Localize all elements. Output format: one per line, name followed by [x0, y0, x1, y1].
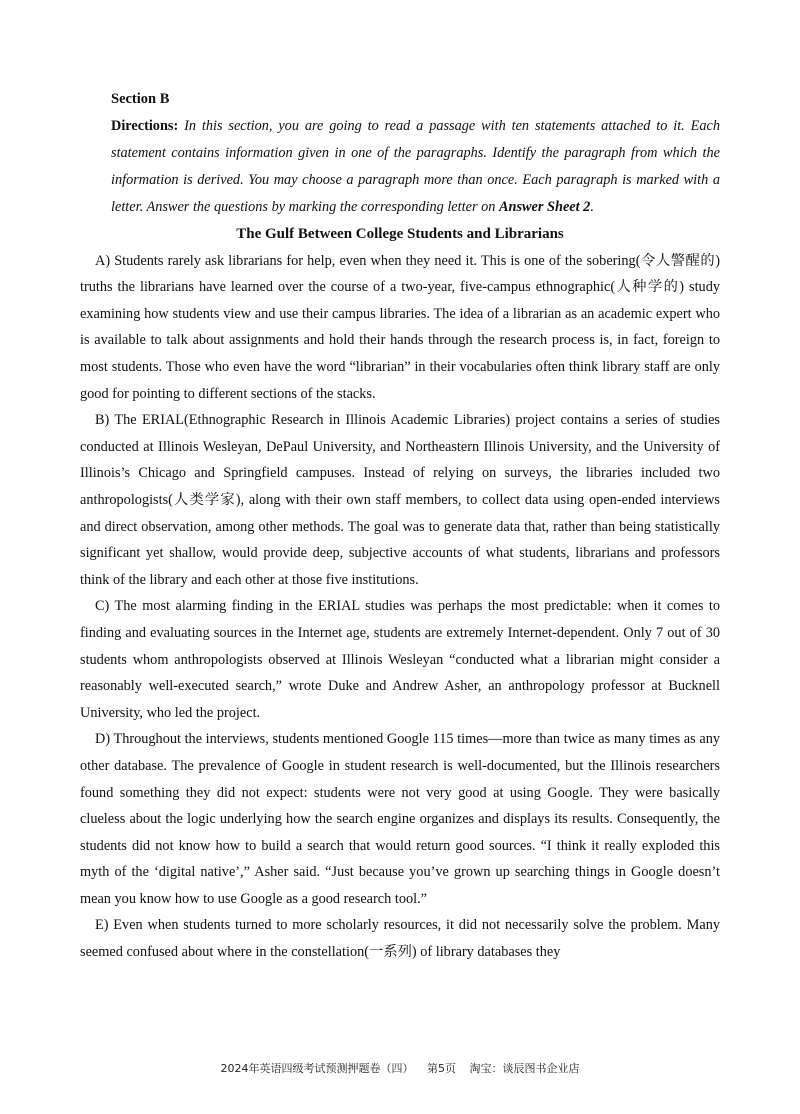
paragraph-c: C) The most alarming finding in the ERIAL studies was perhaps the most predictable: when it comes to finding and evaluating sources in the Internet age, students are extremely Internet-dependent. Only 7 out of 30 students whom anthropologists observed at Illinois Wesleyan “conducted what a librarian might consider a reasonably well-executed search,” wrote Duke and Andrew Asher, an anthropology professor at Bucknell University, who led the project.: [80, 598, 720, 721]
footer-shop: 淘宝：谈辰图书企业店: [469, 1062, 580, 1075]
article-title: The Gulf Between College Students and Librarians: [236, 225, 564, 242]
answer-sheet-reference: Answer Sheet 2: [498, 198, 591, 215]
document-page: [80, 86, 720, 966]
directions-label: Directions:: [111, 118, 179, 134]
footer-page-number: 第5页: [427, 1062, 456, 1075]
directions: [111, 113, 720, 221]
directions-text: In this section, you are going to read a passage with ten statements attached to it. Each statement contains information given in one of the paragraphs. Identify the paragraph from which the information is derived. You may choose a paragraph more than once. Each paragraph is marked with a letter. Answer the questions by marking the corresponding letter on: [111, 118, 720, 215]
section-title: Section B: [111, 91, 170, 107]
paragraph-e: E) Even when students turned to more scholarly resources, it did not necessarily solve the problem. Many seemed confused about where in the constellation(一系列) of library databases they: [80, 917, 720, 961]
paragraph-d: D) Throughout the interviews, students mentioned Google 115 times—more than twice as many times as any other database. The prevalence of Google in student research is well-documented, but the Illinois researchers found something they did not expect: students were not very good at using Google. They were basically clueless about the logic underlying how the search engine organizes and displays its results. Consequently, the students did not know how to build a search that would return good sources. “I think it really exploded this myth of the ‘digital native’,” Asher said. “Just because you’ve grown up searching things in Google doesn’t mean you know how to use Google as a good research tool.”: [80, 731, 720, 907]
paragraph-b: B) The ERIAL(Ethnographic Research in Illinois Academic Libraries) project contains a series of studies conducted at Illinois Wesleyan, DePaul University, and Northeastern Illinois University, and the University of Illinois’s Chicago and Springfield campuses. Instead of relying on surveys, the libraries included two anthropologists(人类学家), along with their own staff members, to collect data using open-ended interviews and direct observation, among other methods. The goal was to generate data that, rather than being statistically significant yet shallow, would provide deep, subjective accounts of what students, librarians and professors think of the library and each other at those five institutions.: [80, 412, 720, 588]
footer-exam-title: 2024年英语四级考试预测押题卷（四）: [220, 1062, 414, 1075]
paragraph-a: A) Students rarely ask librarians for help, even when they need it. This is one of the sobering(令人警醒的) truths the librarians have learned over the course of a two-year, five-campus ethnographic(人种学的) study examining how students view and use their campus libraries. The idea of a librarian as an academic expert who is available to talk about assignments and hold their hands through the research process is, in fact, foreign to most students. Those who even have the word “librarian” in their vocabularies often think library staff are only good for pointing to different sections of the stacks.: [80, 252, 720, 402]
directions-end: .: [590, 198, 594, 215]
page-footer: [0, 1060, 800, 1076]
